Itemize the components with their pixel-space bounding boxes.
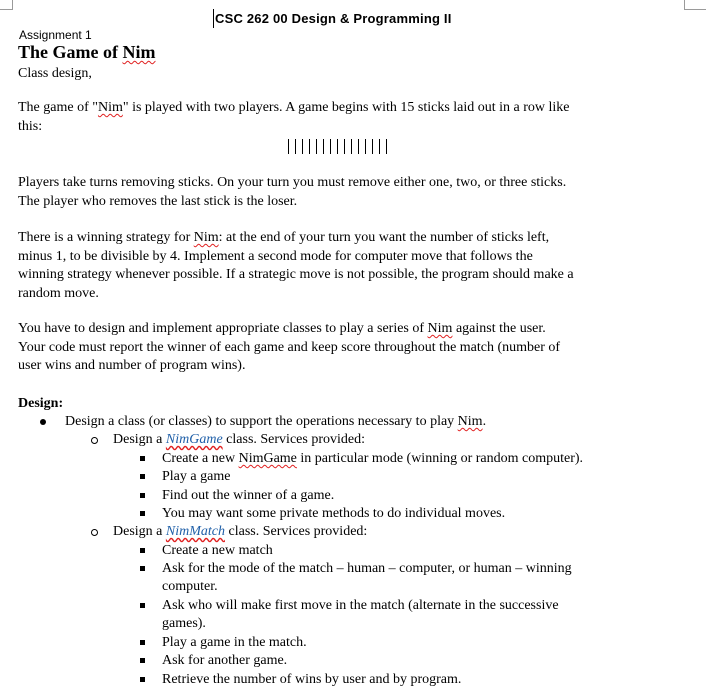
assignment-label[interactable]: Assignment 1 (19, 28, 92, 42)
bullet-square (140, 456, 145, 461)
bullet-square (140, 548, 145, 553)
nimgame-service-4[interactable]: You may want some private methods to do individual moves. (162, 506, 506, 521)
nimmatch-service-3[interactable]: Ask who will make first move in the match (alternate in the successive games). (162, 598, 559, 631)
task-paragraph[interactable]: You have to design and implement appropriate classes to play a series of Nim against the user. Your code must report the winner of each game and keep score throughout the match (number of user wins and number of program wins). (18, 321, 561, 373)
nimgame-item[interactable]: Design a NimGame class. Services provided: (113, 432, 365, 447)
text-cursor (213, 9, 214, 28)
page-corner-mark-left (0, 0, 13, 10)
spell-flag: Nim (97, 100, 123, 115)
bullet-square (140, 658, 145, 663)
document-header[interactable]: CSC 262 00 Design & Programming II (215, 11, 452, 26)
bullet-ring (91, 529, 98, 536)
nimgame-link[interactable]: NimGame (165, 432, 223, 447)
nimgame-service-3[interactable]: Find out the winner of a game. (162, 488, 335, 503)
document-title[interactable]: The Game of Nim (18, 42, 156, 62)
bullet-square (140, 474, 145, 479)
subtitle[interactable]: Class design, (18, 66, 92, 81)
spell-flag: Nim (457, 414, 483, 429)
nimmatch-service-1[interactable]: Create a new match (162, 543, 273, 558)
turns-paragraph[interactable]: Players take turns removing sticks. On your turn you must remove either one, two, or three sticks. The player who removes the last stick is the loser. (18, 175, 567, 209)
nimgame-service-1[interactable]: Create a new NimGame in particular mode (winning or random computer). (162, 451, 584, 466)
bullet-square (140, 640, 145, 645)
nimmatch-service-2[interactable]: Ask for the mode of the match – human – computer, or human – winning computer. (162, 561, 572, 594)
bullet-dot (40, 419, 46, 425)
bullet-ring (91, 437, 98, 444)
bullet-square (140, 511, 145, 516)
spell-flag: Nim (193, 230, 219, 245)
strategy-paragraph[interactable]: There is a winning strategy for Nim: at the end of your turn you want the number of sticks left, minus 1, to be divisible by 4. Implement a second mode for computer move that follows the winning strategy whenever possible. If a strategic move is not possible, the program should make a random move. (18, 230, 574, 301)
sticks-row (288, 139, 387, 154)
nimmatch-service-5[interactable]: Ask for another game. (162, 653, 288, 668)
bullet-square (140, 493, 145, 498)
nimmatch-service-4[interactable]: Play a game in the match. (162, 635, 307, 650)
page-corner-mark-right (684, 0, 706, 10)
bullet-square (140, 603, 145, 608)
design-heading[interactable]: Design: (18, 396, 64, 411)
intro-paragraph[interactable]: The game of "Nim" is played with two players. A game begins with 15 sticks laid out in a row like this: (18, 100, 570, 134)
nimmatch-service-6[interactable]: Retrieve the number of wins by user and by program. (162, 672, 462, 687)
spell-flag: Nim (122, 42, 156, 62)
bullet-square (140, 677, 145, 682)
design-main-item[interactable]: Design a class (or classes) to support the operations necessary to play Nim. (65, 414, 487, 429)
bullet-square (140, 566, 145, 571)
nimmatch-link[interactable]: NimMatch (165, 524, 225, 539)
spell-flag: NimGame (238, 451, 297, 466)
nimmatch-item[interactable]: Design a NimMatch class. Services provided: (113, 524, 368, 539)
nimgame-service-2[interactable]: Play a game (162, 469, 231, 484)
spell-flag: Nim (427, 321, 453, 336)
